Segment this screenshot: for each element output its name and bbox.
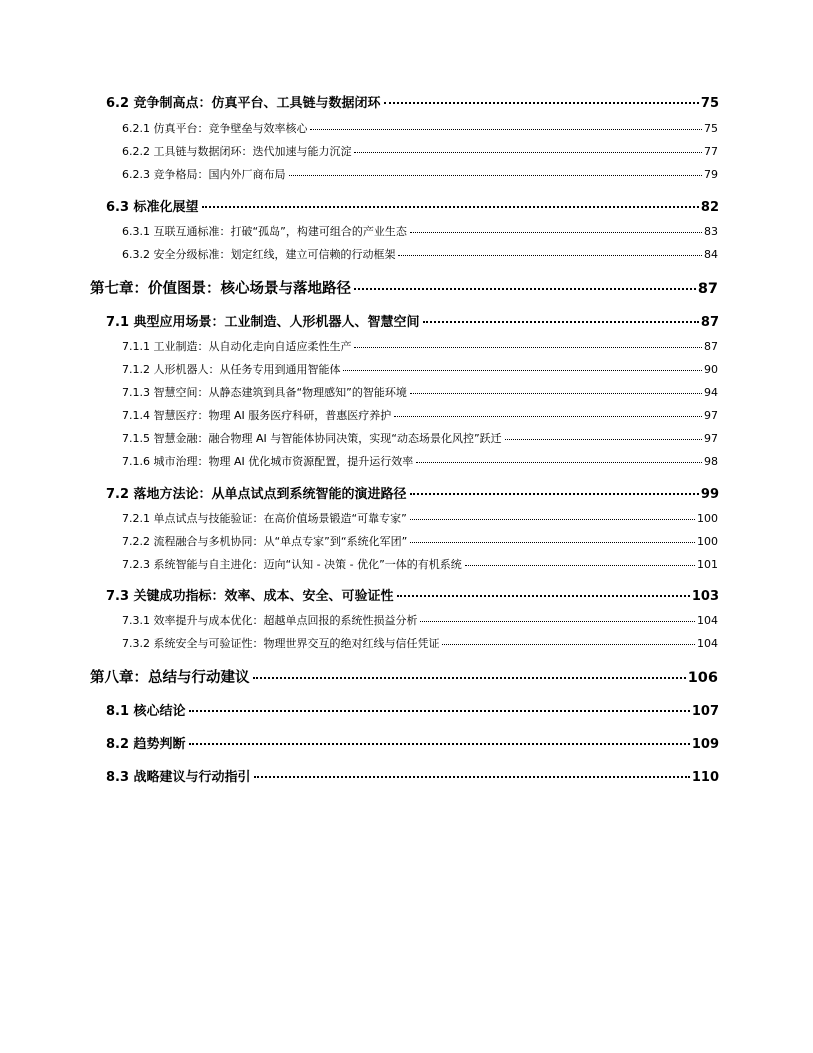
toc-entry-title: 第八章：总结与行动建议 bbox=[90, 670, 250, 686]
toc-entry-page: 87 bbox=[704, 340, 718, 353]
toc-entry-page: 104 bbox=[697, 614, 718, 627]
dot-leader bbox=[410, 393, 702, 394]
dot-leader bbox=[189, 710, 690, 712]
toc-entry-title: 7.3.1 效率提升与成本优化：超越单点回报的系统性损益分析 bbox=[122, 614, 418, 627]
toc-entry-6-2-3[interactable] bbox=[122, 167, 718, 183]
toc-entry-chapter-7[interactable] bbox=[90, 279, 718, 299]
toc-entry-7-1-4[interactable] bbox=[122, 408, 718, 424]
toc-entry-page: 101 bbox=[697, 558, 718, 571]
dot-leader bbox=[343, 370, 702, 371]
toc-entry-title: 7.1.2 人形机器人：从任务专用到通用智能体 bbox=[122, 363, 341, 376]
toc-entry-page: 87 bbox=[697, 281, 718, 297]
toc-entry-7-2-3[interactable] bbox=[122, 557, 718, 573]
toc-entry-7-3[interactable] bbox=[106, 588, 719, 606]
toc-entry-page: 107 bbox=[691, 704, 719, 719]
toc-entry-title: 6.3 标准化展望 bbox=[106, 200, 199, 215]
toc-entry-page: 99 bbox=[700, 487, 719, 502]
toc-entry-6-3-2[interactable] bbox=[122, 247, 718, 263]
toc-entry-7-3-2[interactable] bbox=[122, 636, 718, 652]
toc-entry-title: 6.3.1 互联互通标准：打破“孤岛”，构建可组合的产业生态 bbox=[122, 225, 407, 238]
toc-entry-8-2[interactable] bbox=[106, 736, 719, 754]
toc-entry-8-3[interactable] bbox=[106, 769, 719, 787]
toc-entry-title: 7.2.1 单点试点与技能验证：在高价值场景锻造“可靠专家” bbox=[122, 512, 407, 525]
toc-entry-title: 7.3 关键成功指标：效率、成本、安全、可验证性 bbox=[106, 589, 394, 604]
toc-entry-7-1-3[interactable] bbox=[122, 385, 718, 401]
toc-entry-7-1-5[interactable] bbox=[122, 431, 718, 447]
toc-entry-title: 7.2.3 系统智能与自主进化：迈向“认知 - 决策 - 优化”一体的有机系统 bbox=[122, 558, 462, 571]
dot-leader bbox=[253, 677, 686, 679]
dot-leader bbox=[289, 175, 703, 176]
toc-entry-title: 6.2.3 竞争格局：国内外厂商布局 bbox=[122, 168, 286, 181]
dot-leader bbox=[442, 644, 695, 645]
toc-entry-chapter-8[interactable] bbox=[90, 668, 718, 688]
dot-leader bbox=[310, 129, 702, 130]
toc-entry-title: 6.3.2 安全分级标准：划定红线，建立可信赖的行动框架 bbox=[122, 248, 396, 261]
dot-leader bbox=[354, 152, 702, 153]
toc-entry-6-2-2[interactable] bbox=[122, 144, 718, 160]
toc-entry-page: 87 bbox=[700, 315, 719, 330]
dot-leader bbox=[410, 519, 695, 520]
toc-entry-7-1[interactable] bbox=[106, 314, 719, 332]
toc-entry-7-1-1[interactable] bbox=[122, 339, 718, 355]
toc-entry-page: 83 bbox=[704, 225, 718, 238]
toc-entry-page: 100 bbox=[697, 535, 718, 548]
toc-entry-7-2-1[interactable] bbox=[122, 511, 718, 527]
dot-leader bbox=[202, 206, 699, 208]
toc-entry-8-1[interactable] bbox=[106, 703, 719, 721]
toc-entry-title: 7.1.3 智慧空间：从静态建筑到具备“物理感知”的智能环境 bbox=[122, 386, 407, 399]
toc-entry-page: 75 bbox=[704, 122, 718, 135]
dot-leader bbox=[423, 321, 699, 323]
toc-entry-page: 104 bbox=[697, 637, 718, 650]
toc-entry-title: 7.1.6 城市治理：物理 AI 优化城市资源配置，提升运行效率 bbox=[122, 455, 414, 468]
toc-entry-title: 8.2 趋势判断 bbox=[106, 737, 186, 752]
dot-leader bbox=[189, 743, 690, 745]
dot-leader bbox=[384, 102, 699, 104]
toc-entry-page: 79 bbox=[704, 168, 718, 181]
dot-leader bbox=[410, 542, 695, 543]
dot-leader bbox=[254, 776, 690, 778]
toc-entry-title: 8.3 战略建议与行动指引 bbox=[106, 770, 251, 785]
dot-leader bbox=[416, 462, 702, 463]
toc-entry-page: 82 bbox=[700, 200, 719, 215]
toc-entry-page: 103 bbox=[691, 589, 719, 604]
dot-leader bbox=[398, 255, 702, 256]
toc-entry-6-2[interactable] bbox=[106, 95, 719, 113]
dot-leader bbox=[354, 288, 696, 290]
toc-entry-page: 98 bbox=[704, 455, 718, 468]
dot-leader bbox=[397, 595, 690, 597]
toc-entry-page: 97 bbox=[704, 432, 718, 445]
dot-leader bbox=[410, 232, 702, 233]
toc-entry-page: 77 bbox=[704, 145, 718, 158]
toc-entry-title: 第七章：价值图景：核心场景与落地路径 bbox=[90, 281, 351, 297]
toc-entry-title: 6.2.1 仿真平台：竞争壁垒与效率核心 bbox=[122, 122, 308, 135]
toc-entry-page: 109 bbox=[691, 737, 719, 752]
toc-entry-7-2-2[interactable] bbox=[122, 534, 718, 550]
toc-entry-title: 8.1 核心结论 bbox=[106, 704, 186, 719]
toc-entry-6-3[interactable] bbox=[106, 199, 719, 217]
toc-entry-6-3-1[interactable] bbox=[122, 224, 718, 240]
toc-entry-6-2-1[interactable] bbox=[122, 121, 718, 137]
dot-leader bbox=[465, 565, 695, 566]
toc-entry-7-3-1[interactable] bbox=[122, 613, 718, 629]
toc-entry-title: 7.2.2 流程融合与多机协同：从“单点专家”到“系统化军团” bbox=[122, 535, 408, 548]
toc-entry-page: 84 bbox=[704, 248, 718, 261]
dot-leader bbox=[505, 439, 702, 440]
toc-entry-page: 110 bbox=[691, 770, 719, 785]
dot-leader bbox=[394, 416, 702, 417]
toc-entry-title: 7.1 典型应用场景：工业制造、人形机器人、智慧空间 bbox=[106, 315, 420, 330]
toc-entry-page: 106 bbox=[687, 670, 718, 686]
toc-entry-title: 6.2.2 工具链与数据闭环：迭代加速与能力沉淀 bbox=[122, 145, 352, 158]
toc-entry-7-1-6[interactable] bbox=[122, 454, 718, 470]
toc-entry-7-2[interactable] bbox=[106, 486, 719, 504]
toc-entry-page: 94 bbox=[704, 386, 718, 399]
toc-entry-page: 75 bbox=[700, 96, 719, 111]
toc-entry-page: 90 bbox=[704, 363, 718, 376]
toc-entry-title: 7.1.5 智慧金融：融合物理 AI 与智能体协同决策，实现“动态场景化风控”跃迁 bbox=[122, 432, 502, 445]
toc-entry-title: 7.1.4 智慧医疗：物理 AI 服务医疗科研，普惠医疗养护 bbox=[122, 409, 392, 422]
toc-entry-page: 100 bbox=[697, 512, 718, 525]
toc-entry-title: 7.2 落地方法论：从单点试点到系统智能的演进路径 bbox=[106, 487, 407, 502]
dot-leader bbox=[354, 347, 702, 348]
toc-entry-page: 97 bbox=[704, 409, 718, 422]
toc-entry-title: 6.2 竞争制高点：仿真平台、工具链与数据闭环 bbox=[106, 96, 381, 111]
toc-entry-title: 7.3.2 系统安全与可验证性：物理世界交互的绝对红线与信任凭证 bbox=[122, 637, 440, 650]
dot-leader bbox=[410, 493, 699, 495]
dot-leader bbox=[420, 621, 695, 622]
toc-entry-title: 7.1.1 工业制造：从自动化走向自适应柔性生产 bbox=[122, 340, 352, 353]
toc-entry-7-1-2[interactable] bbox=[122, 362, 718, 378]
